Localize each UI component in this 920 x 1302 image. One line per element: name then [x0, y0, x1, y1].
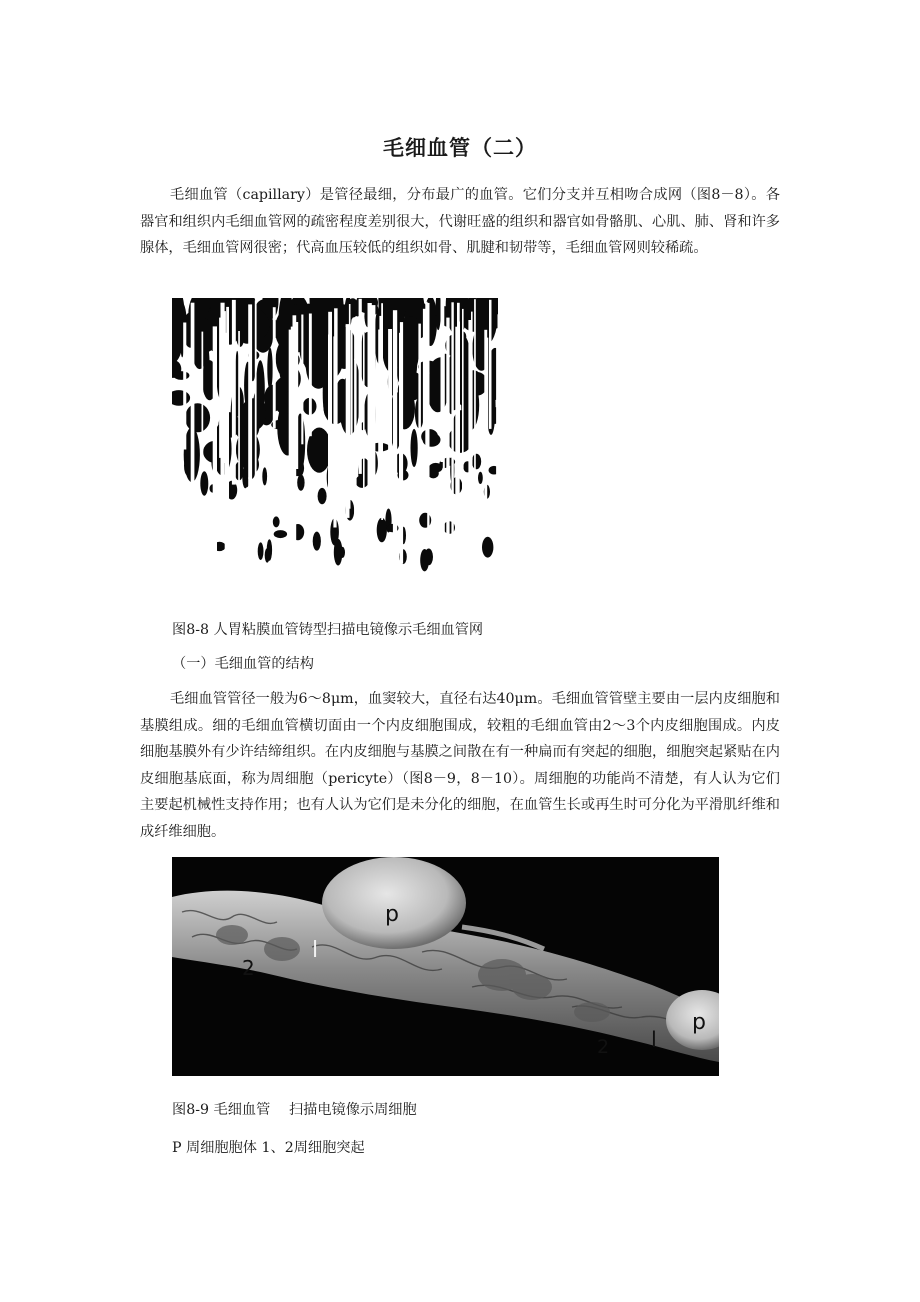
micrograph-pore	[267, 348, 272, 391]
structure-paragraph: 毛细血管管径一般为6～8μm，血窦较大，直径右达40μm。毛细血管管壁主要由一层内皮细胞和基膜组成。细的毛细血管横切面由一个内皮细胞围成，较粗的毛细血管由2～3个内皮细胞围成。内皮细胞基膜外有少许结缔组织。在内皮细胞与基膜之间散在有一种扁而有突起的细胞，细胞突起紧贴在内皮细胞基底面，称为周细胞（pericyte）（图8－9，8－10）。周细胞的功能尚不清楚，有人认为它们主要起机械性支持作用；也有人认为它们是未分化的细胞，在血管生长或再生时可分化为平滑肌纤维和成纤维细胞。	[140, 691, 780, 840]
micrograph-vessel-strand	[446, 318, 449, 549]
label-p-upper: p	[385, 902, 399, 927]
micrograph-vessel-strand	[484, 330, 487, 501]
label-2-lower: 2	[597, 1036, 610, 1058]
micrograph-pore	[472, 454, 481, 469]
micrograph-vessel-strand	[489, 300, 492, 429]
micrograph-pore	[262, 467, 267, 485]
figure-8-9-caption: 图8-9 毛细血管 扫描电镜像示周细胞	[172, 1102, 417, 1118]
micrograph-pore	[340, 547, 345, 558]
page-title: 毛细血管（二）	[383, 136, 537, 160]
micrograph-vessel-strand	[388, 329, 392, 470]
micrograph-vessel-strand	[351, 324, 353, 492]
micrograph-pore	[273, 516, 280, 527]
micrograph-vessel-strand	[363, 319, 365, 553]
micrograph-pore	[313, 532, 321, 551]
figure-pericyte-image	[172, 857, 719, 1076]
micrograph-vessel-strand	[474, 299, 476, 521]
micrograph-vessel-strand	[359, 299, 362, 474]
micrograph-pore	[411, 429, 418, 467]
micrograph-vessel-strand	[202, 332, 204, 456]
micrograph-vessel-strand	[238, 331, 240, 538]
micrograph-vessel-strand	[328, 312, 332, 515]
micrograph-pore	[322, 334, 329, 356]
micrograph-vessel-strand	[183, 323, 186, 450]
section-heading: （一）毛细血管的结构	[172, 656, 314, 672]
micrograph-vessel-strand	[451, 302, 453, 546]
micrograph-pore	[318, 488, 327, 504]
pericyte-micrograph	[172, 857, 719, 1076]
micrograph-vessel-strand	[232, 300, 236, 485]
capillary-network-micrograph	[172, 298, 498, 598]
micrograph-pore	[172, 390, 190, 406]
micrograph-vessel-strand	[255, 300, 257, 529]
micrograph-vessel-strand	[455, 327, 459, 511]
micrograph-pore	[184, 456, 190, 475]
micrograph-pore	[377, 518, 387, 543]
micrograph-pore	[423, 433, 441, 447]
micrograph-vessel-strand	[273, 307, 276, 428]
micrograph-vessel-strand	[368, 303, 372, 545]
intro-paragraph: 毛细血管（capillary）是管径最细，分布最广的血管。它们分支并互相吻合成网（图8－8）。各器官和组织内毛细血管网的疏密程度差别很大，代谢旺盛的组织和器官如骨骼肌、心肌、肺、肾和许多腺体，毛细血管网很密；代高血压较低的组织如骨、肌腱和韧带等，毛细血管网则较稀疏。	[140, 187, 780, 257]
micrograph-pore	[200, 471, 208, 495]
micrograph-vessel-strand	[498, 314, 499, 494]
micrograph-pore	[404, 340, 415, 358]
micrograph-vessel-strand	[301, 315, 303, 445]
figure-8-9-legend: P 周细胞胞体 1、2周细胞突起	[172, 1140, 365, 1156]
micrograph-vessel-strand	[226, 307, 229, 437]
label-1-lower: l	[651, 1028, 657, 1052]
micrograph-vessel-strand	[191, 303, 195, 512]
micrograph-pore	[478, 472, 483, 484]
micrograph-vessel-strand	[418, 324, 421, 500]
micrograph-vessel-strand	[462, 309, 464, 491]
micrograph-vessel-strand	[248, 304, 252, 509]
micrograph-vessel-strand	[354, 327, 357, 583]
micrograph-vessel-strand	[293, 315, 297, 544]
label-1-upper: l	[312, 938, 319, 963]
micrograph-vessel-strand	[309, 314, 312, 437]
micrograph-vessel-strand	[378, 330, 380, 498]
label-p-lower: p	[692, 1010, 706, 1035]
micrograph-pore	[186, 317, 211, 333]
micrograph-vessel-strand	[496, 330, 498, 525]
micrograph-pore	[297, 474, 304, 490]
micrograph-vessel-strand	[441, 300, 445, 462]
micrograph-vessel-strand	[219, 318, 221, 458]
figure-capillary-network-image	[172, 298, 498, 598]
micrograph-vessel-strand	[425, 302, 427, 479]
micrograph-pore	[240, 398, 266, 430]
micrograph-vessel-strand	[346, 324, 350, 518]
micrograph-vessel-strand	[471, 312, 473, 460]
micrograph-pore	[429, 463, 443, 473]
figure-8-8-caption: 图8-8 人胃粘膜血管铸型扫描电镜像示毛细血管网	[172, 622, 484, 638]
micrograph-texture	[172, 298, 498, 591]
micrograph-pore	[482, 537, 493, 558]
micrograph-pore	[265, 548, 270, 562]
micrograph-pore	[274, 530, 287, 538]
micrograph-pore	[420, 549, 429, 571]
micrograph-vessel-strand	[334, 308, 338, 492]
micrograph-vessel-strand	[400, 322, 403, 564]
label-2-upper: 2	[242, 956, 255, 980]
micrograph-pore	[185, 403, 210, 432]
micrograph-vessel-strand	[213, 326, 217, 584]
micrograph-pore	[258, 542, 264, 560]
micrograph-vessel-strand	[393, 310, 397, 538]
